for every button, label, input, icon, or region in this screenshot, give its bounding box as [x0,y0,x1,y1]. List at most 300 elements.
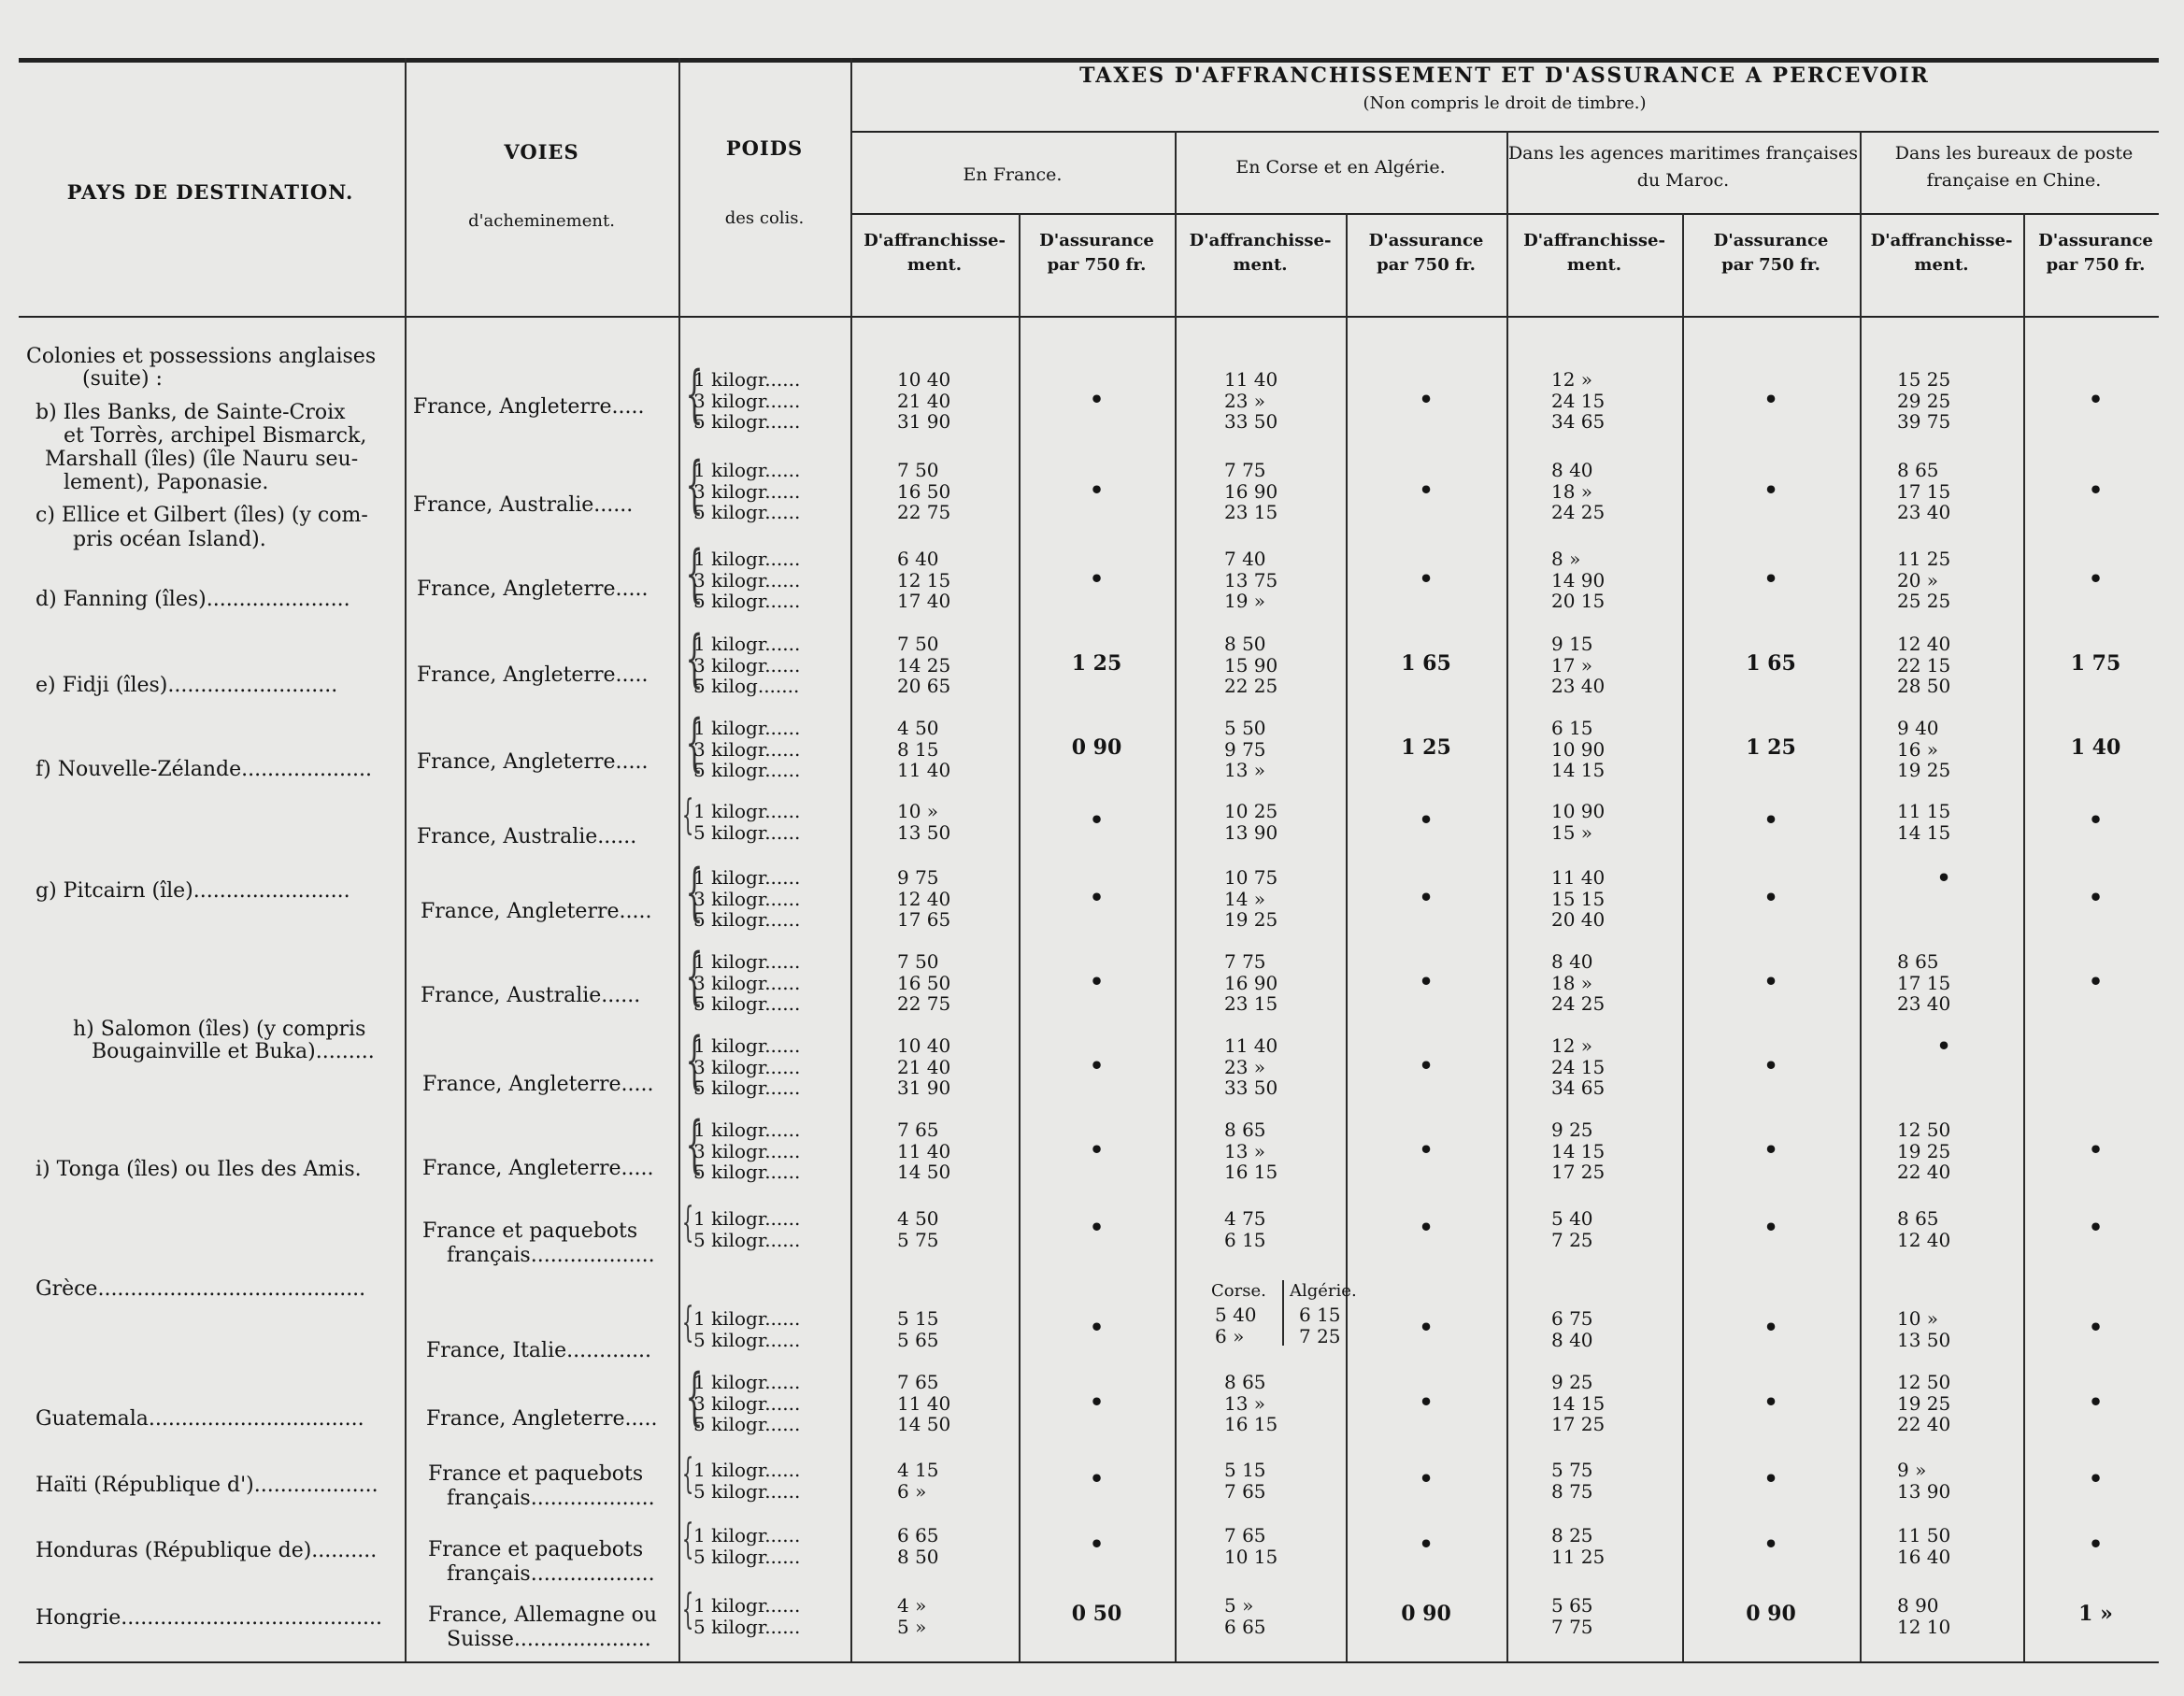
tax-co: 6 15 [1224,1228,1266,1251]
tax-ma: 23 40 [1551,675,1606,697]
insurance-ma_ass: • [1763,1465,1778,1493]
insurance-fr_ass: • [1089,476,1105,504]
tax-ch: 28 50 [1897,675,1951,697]
tax-co: 16 90 [1224,971,1278,994]
tax-fr: 31 90 [897,410,951,433]
route-label: France et paquebots [428,1538,644,1561]
affranchissement-header-line: ment. [1566,255,1622,276]
insurance-ch_ass: 1 40 [2070,734,2121,760]
tax-co: 9 75 [1224,737,1266,761]
country-label: i) Tonga (îles) ou Iles des Amis. [36,1158,362,1181]
tax-ma: 12 » [1551,1034,1593,1057]
tax-co: 6 65 [1224,1615,1266,1638]
insurance-fr_ass: • [1089,1051,1105,1079]
affranchissement-header [1175,229,1346,278]
tax-ma: 14 90 [1551,568,1606,591]
assurance-header-line: D'assurance [1713,231,1829,250]
tax-ch: 19 25 [1897,1139,1951,1162]
insurance-ma_ass: 1 25 [1746,734,1796,760]
assurance-header [1346,229,1506,278]
weight-brace: { [685,449,704,520]
tax-co: 11 40 [1224,368,1278,391]
tax-ch: 16 » [1897,737,1939,761]
insurance-fr_ass: 0 50 [1071,1602,1122,1627]
tax-ma: 15 15 [1551,887,1606,910]
insurance-ma_ass: • [1763,385,1778,413]
tax-ch: 10 » [1897,1307,1939,1330]
country-label: g) Pitcairn (île)........................ [36,879,350,903]
affranchissement-header-line: ment. [1914,255,1969,276]
tax-co: 7 65 [1224,1479,1266,1503]
tax-ch: 9 40 [1897,717,1939,739]
tax-ch: 23 40 [1897,992,1951,1015]
tax-fr: 5 65 [897,1328,939,1351]
insurance-ch_ass: 1 75 [2070,650,2121,676]
weight-label: 5 kilogr...... [693,1413,801,1435]
route-label: Suisse..................... [447,1628,651,1651]
tax-co: 8 65 [1224,1371,1266,1393]
tax-ma: 15 » [1551,820,1593,844]
affranchissement-header-line: D'affranchisse- [1870,231,2013,250]
tax-ch: 12 50 [1897,1371,1951,1393]
assurance-header [1019,229,1175,278]
tax-co: 16 15 [1224,1161,1278,1183]
weight-label: 5 kilogr...... [693,1615,801,1638]
insurance-fr_ass: • [1089,806,1105,834]
insurance-ma_ass: • [1763,1051,1778,1079]
tax-fr: 8 50 [897,1545,939,1568]
insurance-ma_ass: • [1763,1388,1778,1416]
route-label: France, Angleterre..... [422,1073,654,1096]
country-label: h) Salomon (îles) (y compris [73,1018,366,1041]
weight-label: 5 kilogr...... [693,1228,801,1251]
weight-brace: { [685,706,704,778]
assurance-header-line: par 750 fr. [2046,255,2146,276]
col-weight-header: POIDS [725,136,804,160]
insurance-co_ass: • [1419,883,1434,911]
weight-brace: { [681,1586,694,1633]
tax-co: 10 25 [1224,800,1278,822]
tax-fr: 21 40 [897,1055,951,1078]
assurance-header-line: par 750 fr. [1721,255,1820,276]
tax-co: 13 75 [1224,568,1278,591]
insurance-ch_ass: • [2088,564,2104,592]
tax-co: 33 50 [1224,410,1278,433]
assurance-header [1682,229,1860,278]
weight-label: 5 kilogr...... [693,1479,801,1503]
tax-co: 19 » [1224,590,1266,612]
corse-value: 5 40 [1215,1304,1257,1326]
tax-ch: 17 15 [1897,479,1951,503]
vline-10 [2023,213,2025,1661]
col-routes-header: VOIES [504,140,579,164]
tax-fr: 7 65 [897,1119,939,1141]
weight-label: 5 kilogr...... [693,992,801,1015]
tax-ma: 17 » [1551,653,1593,677]
insurance-ma_ass: • [1763,967,1778,995]
weight-label: 5 kilogr...... [693,759,801,781]
tax-ch: 16 40 [1897,1545,1951,1568]
weight-brace: { [681,791,694,839]
tax-fr: 11 40 [897,1139,951,1162]
tax-ma: 34 65 [1551,410,1606,433]
vline-8 [1682,213,1684,1661]
tax-ma: 14 15 [1551,1391,1606,1415]
weight-brace: { [685,856,704,928]
tax-fr: 16 50 [897,479,951,503]
weight-brace: { [685,537,704,609]
tax-co: 5 » [1224,1594,1254,1617]
algerie-value: 7 25 [1299,1324,1341,1347]
weight-label: 1 kilogr...... [693,548,801,570]
route-label: France, Australie...... [421,984,641,1007]
tax-ch: 11 15 [1897,800,1951,822]
insurance-fr_ass: 0 90 [1071,734,1122,760]
tax-ma: 6 75 [1551,1307,1593,1330]
tax-co: 16 90 [1224,479,1278,503]
tax-ma: 8 75 [1551,1479,1593,1503]
weight-label: 1 kilogr...... [693,1594,801,1617]
affranchissement-header [1506,229,1682,278]
tax-co: 7 75 [1224,459,1266,481]
subgroup-rule [850,213,2159,215]
route-label: français................... [447,1487,655,1510]
tax-ma: 9 25 [1551,1119,1593,1141]
tax-ma: 20 15 [1551,590,1606,612]
weight-label: 3 kilogr...... [693,568,801,591]
tax-co: 15 90 [1224,653,1278,677]
country-label: e) Fidji (îles).......................... [36,674,338,697]
weight-brace: { [685,1024,704,1096]
group-chine: Dans les bureaux de poste française en Chine. [1894,143,2134,191]
country-label: Grèce......................................... [36,1277,366,1301]
insurance-ma_ass: • [1763,564,1778,592]
country-label: et Torrès, archipel Bismarck, [64,424,367,448]
tax-co: 4 75 [1224,1207,1266,1230]
weight-label: 3 kilogr...... [693,971,801,994]
insurance-fr_ass: • [1089,1135,1105,1163]
tax-ma: 5 40 [1551,1207,1593,1230]
tax-ma: 7 75 [1551,1615,1593,1638]
tax-fr: 4 » [897,1594,927,1617]
tax-co: 13 90 [1224,820,1278,844]
tax-ma: 17 25 [1551,1161,1606,1183]
tax-ch: 22 40 [1897,1413,1951,1435]
country-label: b) Iles Banks, de Sainte-Croix [36,401,346,424]
assurance-header-line: par 750 fr. [1377,255,1476,276]
tax-co: 7 65 [1224,1524,1266,1546]
tax-ma: 18 » [1551,479,1593,503]
tax-ch: • [1936,1033,1951,1060]
tax-ma: 8 40 [1551,1328,1593,1351]
tax-ch: 12 40 [1897,1228,1951,1251]
tax-ch: 20 » [1897,568,1939,591]
tax-co: 7 40 [1224,548,1266,570]
insurance-co_ass: • [1419,1135,1434,1163]
insurance-ma_ass: 0 90 [1746,1602,1796,1627]
weight-brace: { [685,940,704,1012]
weight-label: 5 kilogr...... [693,590,801,612]
affranchissement-header-line: ment. [1233,255,1288,276]
tax-fr: 5 75 [897,1228,939,1251]
assurance-header-line: D'assurance [1039,231,1154,250]
vline-9 [1860,131,1862,1661]
weight-label: 3 kilogr...... [693,1055,801,1078]
header-rule [19,316,2159,318]
tax-fr: 14 25 [897,653,951,677]
weight-label: 5 kilogr...... [693,1076,801,1099]
tax-co: 11 40 [1224,1034,1278,1057]
insurance-ch_ass: • [2088,1214,2104,1242]
tax-ch: 23 40 [1897,501,1951,523]
insurance-ch_ass: • [2088,476,2104,504]
route-label: France, Angleterre..... [421,900,652,923]
top-rule [19,58,2159,63]
weight-label: 1 kilogr...... [693,950,801,973]
insurance-fr_ass: • [1089,967,1105,995]
tax-co: 7 75 [1224,950,1266,973]
country-label: Haïti (République d')................... [36,1474,378,1497]
affranchissement-header [1860,229,2023,278]
route-label: France, Australie...... [417,825,637,848]
tax-co: 16 15 [1224,1413,1278,1435]
tax-co: 8 65 [1224,1119,1266,1141]
weight-brace: { [681,1199,694,1247]
route-label: France, Angleterre..... [422,1157,654,1180]
weight-brace: { [685,622,704,694]
tax-fr: 7 50 [897,633,939,655]
insurance-fr_ass: • [1089,1314,1105,1342]
tax-ch: 11 50 [1897,1524,1951,1546]
tax-co: 33 50 [1224,1076,1278,1099]
route-label: France, Australie...... [413,493,634,517]
country-label: f) Nouvelle-Zélande.................... [36,758,372,781]
tax-ma: 5 75 [1551,1459,1593,1481]
route-label: France, Angleterre..... [417,750,649,774]
route-label: France, Angleterre..... [413,395,645,419]
assurance-header-line: D'assurance [1368,231,1484,250]
tax-ch: 19 25 [1897,1391,1951,1415]
tax-ch: • [1936,864,1951,891]
tax-fr: 10 40 [897,368,951,391]
weight-brace: { [685,1361,704,1432]
country-label: c) Ellice et Gilbert (îles) (y com- [36,504,368,527]
tax-ch: 8 65 [1897,1207,1939,1230]
tax-co: 5 50 [1224,717,1266,739]
insurance-co_ass: • [1419,476,1434,504]
tax-fr: 12 15 [897,568,951,591]
route-label: France, Allemagne ou [428,1603,658,1627]
insurance-ch_ass: • [2088,1388,2104,1416]
tax-ma: 5 65 [1551,1594,1593,1617]
tax-co: 8 50 [1224,633,1266,655]
tax-fr: 7 50 [897,459,939,481]
vline-2 [678,58,680,1661]
tax-ma: 6 15 [1551,717,1593,739]
weight-label: 1 kilogr...... [693,1459,801,1481]
insurance-ch_ass: • [2088,1465,2104,1493]
group-maroc: Dans les agences maritimes françaises du Maroc. [1507,143,1859,191]
country-label: lement), Paponasie. [64,471,269,494]
insurance-co_ass: • [1419,967,1434,995]
bottom-rule [19,1661,2159,1663]
insurance-co_ass: • [1419,1531,1434,1559]
tax-ma: 14 15 [1551,759,1606,781]
weight-label: 1 kilogr...... [693,800,801,822]
insurance-ma_ass: • [1763,883,1778,911]
assurance-header [2023,229,2168,278]
weight-label: 3 kilogr...... [693,1391,801,1415]
tax-ma: 17 25 [1551,1413,1606,1435]
weight-label: 3 kilogr...... [693,887,801,910]
group-corse-algerie: En Corse et en Algérie. [1235,157,1446,178]
affranchissement-header [850,229,1019,278]
tax-fr: 4 50 [897,1207,939,1230]
tax-ma: 14 15 [1551,1139,1606,1162]
insurance-co_ass: 1 25 [1401,734,1451,760]
tax-fr: 11 40 [897,1391,951,1415]
country-label: Marshall (îles) (île Nauru seu- [45,448,359,471]
tax-fr: 4 15 [897,1459,939,1481]
weight-label: 5 kilog....... [693,675,800,697]
tax-fr: 16 50 [897,971,951,994]
tax-ma: 24 25 [1551,992,1606,1015]
insurance-ch_ass: • [2088,1314,2104,1342]
tax-fr: 22 75 [897,992,951,1015]
weight-label: 1 kilogr...... [693,717,801,739]
tax-ma: 10 90 [1551,737,1606,761]
tax-ch: 14 15 [1897,820,1951,844]
weight-brace: { [681,1450,694,1498]
tax-ma: 24 15 [1551,389,1606,412]
main-title: TAXES D'AFFRANCHISSEMENT ET D'ASSURANCE A PERCEVOIR [1079,64,1930,88]
tax-ch: 8 65 [1897,950,1939,973]
insurance-ch_ass: • [2088,1531,2104,1559]
insurance-ch_ass: • [2088,806,2104,834]
tax-fr: 7 50 [897,950,939,973]
vline-4 [1019,213,1021,1661]
tax-ch: 15 25 [1897,368,1951,391]
affranchissement-header-line: D'affranchisse- [1523,231,1665,250]
tax-ma: 8 40 [1551,950,1593,973]
vline-5 [1175,131,1177,1661]
tax-fr: 21 40 [897,389,951,412]
tax-fr: 17 40 [897,590,951,612]
weight-label: 1 kilogr...... [693,368,801,391]
country-label: Bougainville et Buka)......... [92,1040,375,1063]
tax-ma: 11 25 [1551,1545,1606,1568]
insurance-co_ass: • [1419,1314,1434,1342]
tax-fr: 8 15 [897,737,939,761]
tax-ch: 19 25 [1897,759,1951,781]
tax-co: 13 » [1224,1139,1266,1162]
tax-ch: 13 90 [1897,1479,1951,1503]
weight-label: 5 kilogr...... [693,410,801,433]
tax-fr: 6 65 [897,1524,939,1546]
weight-brace: { [681,1299,694,1347]
weight-label: 3 kilogr...... [693,1139,801,1162]
insurance-ma_ass: • [1763,1531,1778,1559]
insurance-co_ass: • [1419,564,1434,592]
corse-label: Corse. [1211,1281,1266,1301]
weight-label: 3 kilogr...... [693,479,801,503]
tax-ma: 12 » [1551,368,1593,391]
insurance-co_ass: • [1419,1214,1434,1242]
weight-label: 1 kilogr...... [693,1034,801,1057]
insurance-co_ass: • [1419,806,1434,834]
insurance-fr_ass: • [1089,1214,1105,1242]
country-label: Hongrie........................................ [36,1606,382,1630]
tax-ch: 8 65 [1897,459,1939,481]
col-country-header: PAYS DE DESTINATION. [66,180,354,204]
weight-label: 5 kilogr...... [693,1328,801,1351]
tax-co: 23 » [1224,389,1266,412]
tax-ma: 20 40 [1551,908,1606,931]
insurance-fr_ass: • [1089,1531,1105,1559]
tax-ch: 29 25 [1897,389,1951,412]
assurance-header-line: D'assurance [2038,231,2153,250]
route-label: France, Angleterre..... [417,577,649,601]
insurance-fr_ass: • [1089,1465,1105,1493]
tax-fr: 10 40 [897,1034,951,1057]
tax-fr: 14 50 [897,1413,951,1435]
weight-brace: { [685,358,704,430]
tax-ch: 8 90 [1897,1594,1939,1617]
weight-label: 3 kilogr...... [693,389,801,412]
tax-ma: 24 15 [1551,1055,1606,1078]
country-label: d) Fanning (îles)...................... [36,588,350,611]
tax-ch: 17 15 [1897,971,1951,994]
tax-ch: 12 50 [1897,1119,1951,1141]
insurance-ch_ass: 1 » [2078,1602,2113,1627]
route-label: France et paquebots [428,1462,644,1486]
insurance-ch_ass: • [2088,883,2104,911]
country-label: Colonies et possessions anglaises [26,345,377,368]
weight-label: 1 kilogr...... [693,1524,801,1546]
insurance-fr_ass: • [1089,1388,1105,1416]
weight-label: 1 kilogr...... [693,633,801,655]
vline-7 [1506,131,1508,1661]
group-france: En France. [963,164,1063,185]
route-label: français................... [447,1562,655,1586]
tax-ma: 8 » [1551,548,1581,570]
tax-fr: 31 90 [897,1076,951,1099]
weight-label: 5 kilogr...... [693,1161,801,1183]
tax-ch: 9 » [1897,1459,1927,1481]
col-weight-sub: des colis. [724,208,805,228]
vline-6 [1346,213,1348,1661]
vline-3 [850,58,852,1661]
weight-label: 5 kilogr...... [693,820,801,844]
affranchissement-header-line: D'affranchisse- [864,231,1006,250]
insurance-fr_ass: 1 25 [1071,650,1122,676]
weight-label: 1 kilogr...... [693,459,801,481]
tax-ch: 25 25 [1897,590,1951,612]
group-rule [850,131,2159,133]
insurance-co_ass: 0 90 [1401,1602,1451,1627]
weight-label: 5 kilogr...... [693,908,801,931]
tax-ma: 18 » [1551,971,1593,994]
country-label: Honduras (République de).......... [36,1539,378,1562]
tax-ma: 9 15 [1551,633,1593,655]
weight-label: 3 kilogr...... [693,653,801,677]
weight-label: 1 kilogr...... [693,866,801,889]
tax-ch: 22 40 [1897,1161,1951,1183]
tax-fr: 22 75 [897,501,951,523]
algerie-label: Algérie. [1290,1281,1357,1301]
tax-ma: 11 40 [1551,866,1606,889]
tax-co: 22 25 [1224,675,1278,697]
